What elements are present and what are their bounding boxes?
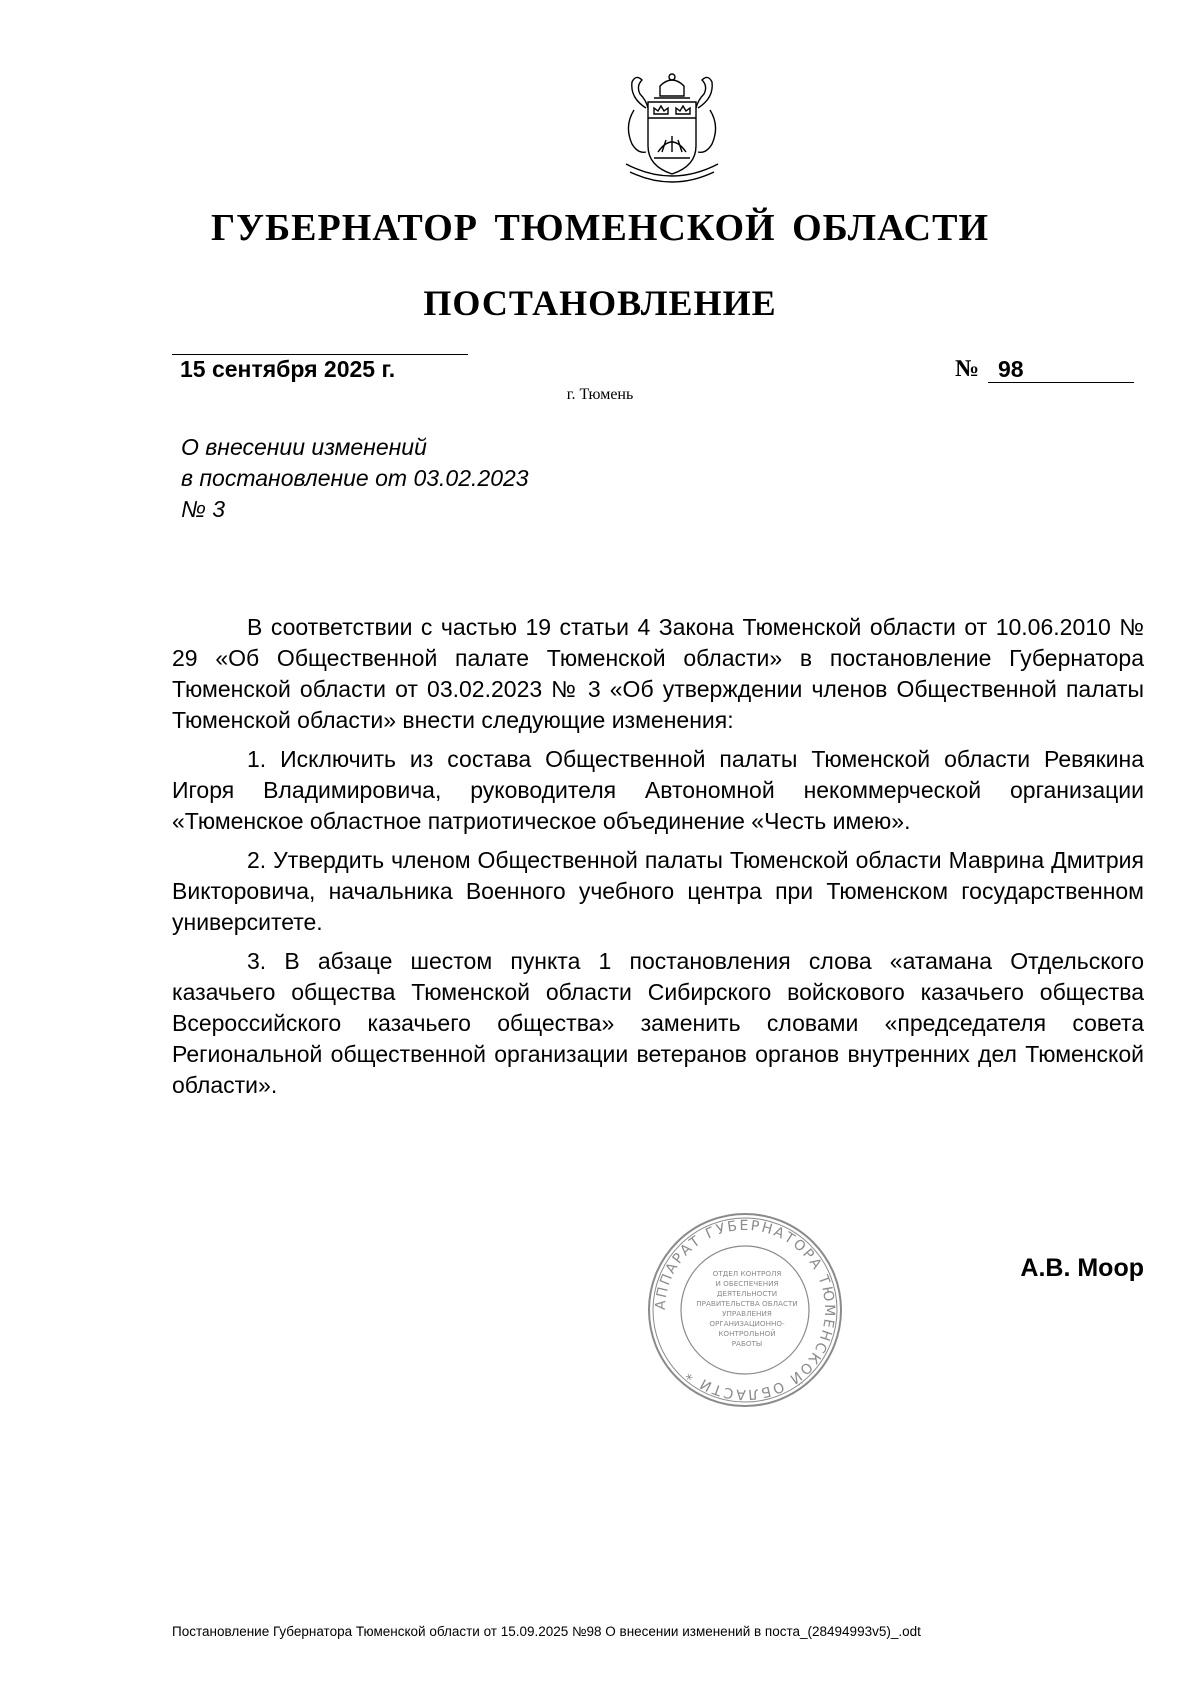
authority-title: ГУБЕРНАТОР ТЮМЕНСКОЙ ОБЛАСТИ xyxy=(210,207,990,249)
body-item: 3. В абзаце шестом пункта 1 постановления слова «атамана Отдельского казачьего общества Тюменской области Сибирского войскового казачьего общества Всероссийского казачьего общества» заменить словами «председателя совета Региональной общественной организации ветеранов органов внутренних дел Тюменской области». xyxy=(172,948,1144,1098)
body-preamble: В соответствии с частью 19 статьи 4 Закона Тюменской области от 10.06.2010 № 29 «Об Общественной палате Тюменской области» в постановление Губернатора Тюменской области от 03.02.2023 № 3 «Об утверждении членов Общественной палаты Тюменской области» внести следующие изменения: xyxy=(172,614,1144,733)
subject-line: № 3 xyxy=(181,496,226,522)
number-underline xyxy=(988,382,1134,383)
footer-filename: Постановление Губернатора Тюменской области от 15.09.2025 №98 О внесении изменений в поста_(28494993v5)_.odt xyxy=(172,1624,921,1639)
stamp-ring-text: АППАРАТ ГУБЕРНАТОРА ТЮМЕНСКОЙ ОБЛАСТИ * xyxy=(652,1217,838,1403)
body-item: 2. Утвердить членом Общественной палаты Тюменской области Маврина Дмитрия Викторовича, начальника Военного учебного центра при Тюменском государственном университете. xyxy=(172,847,1144,935)
date-underline xyxy=(172,354,468,355)
stamp-center-line: ПРАВИТЕЛЬСТВА ОБЛАСТИ xyxy=(696,1299,798,1308)
body-item: 1. Исключить из состава Общественной палаты Тюменской области Ревякина Игоря Владимировича, руководителя Автономной некоммерческой организации «Тюменское областное патриотическое объединение «Честь имею». xyxy=(172,746,1144,834)
coat-of-arms-icon xyxy=(590,68,754,184)
subject-line: в постановление от 03.02.2023 xyxy=(181,465,529,491)
stamp-center-line: РАБОТЫ xyxy=(731,1339,763,1348)
stamp-center-line: КОНТРОЛЬНОЙ xyxy=(718,1329,776,1338)
signature-name: А.В. Моор xyxy=(1020,1254,1144,1282)
stamp-center-line: УПРАВЛЕНИЯ xyxy=(722,1309,772,1318)
document-date: 15 сентября 2025 г. xyxy=(180,356,396,382)
stamp-center-line: ОТДЕЛ КОНТРОЛЯ xyxy=(712,1269,782,1278)
official-stamp-icon xyxy=(645,1210,845,1410)
stamp-center-line: ДЕЯТЕЛЬНОСТИ xyxy=(716,1289,778,1298)
document-type-title: ПОСТАНОВЛЕНИЕ xyxy=(423,283,777,323)
subject-line: О внесении изменений xyxy=(181,434,427,460)
number-sign: № xyxy=(955,356,980,382)
document-number: 98 xyxy=(998,356,1024,382)
document-body xyxy=(172,612,1144,1109)
stamp-center-line: ОРГАНИЗАЦИОННО- xyxy=(709,1319,785,1328)
stamp-center-line: И ОБЕСПЕЧЕНИЯ xyxy=(715,1279,779,1288)
document-city: г. Тюмень xyxy=(566,386,634,403)
document-subject xyxy=(181,432,529,525)
